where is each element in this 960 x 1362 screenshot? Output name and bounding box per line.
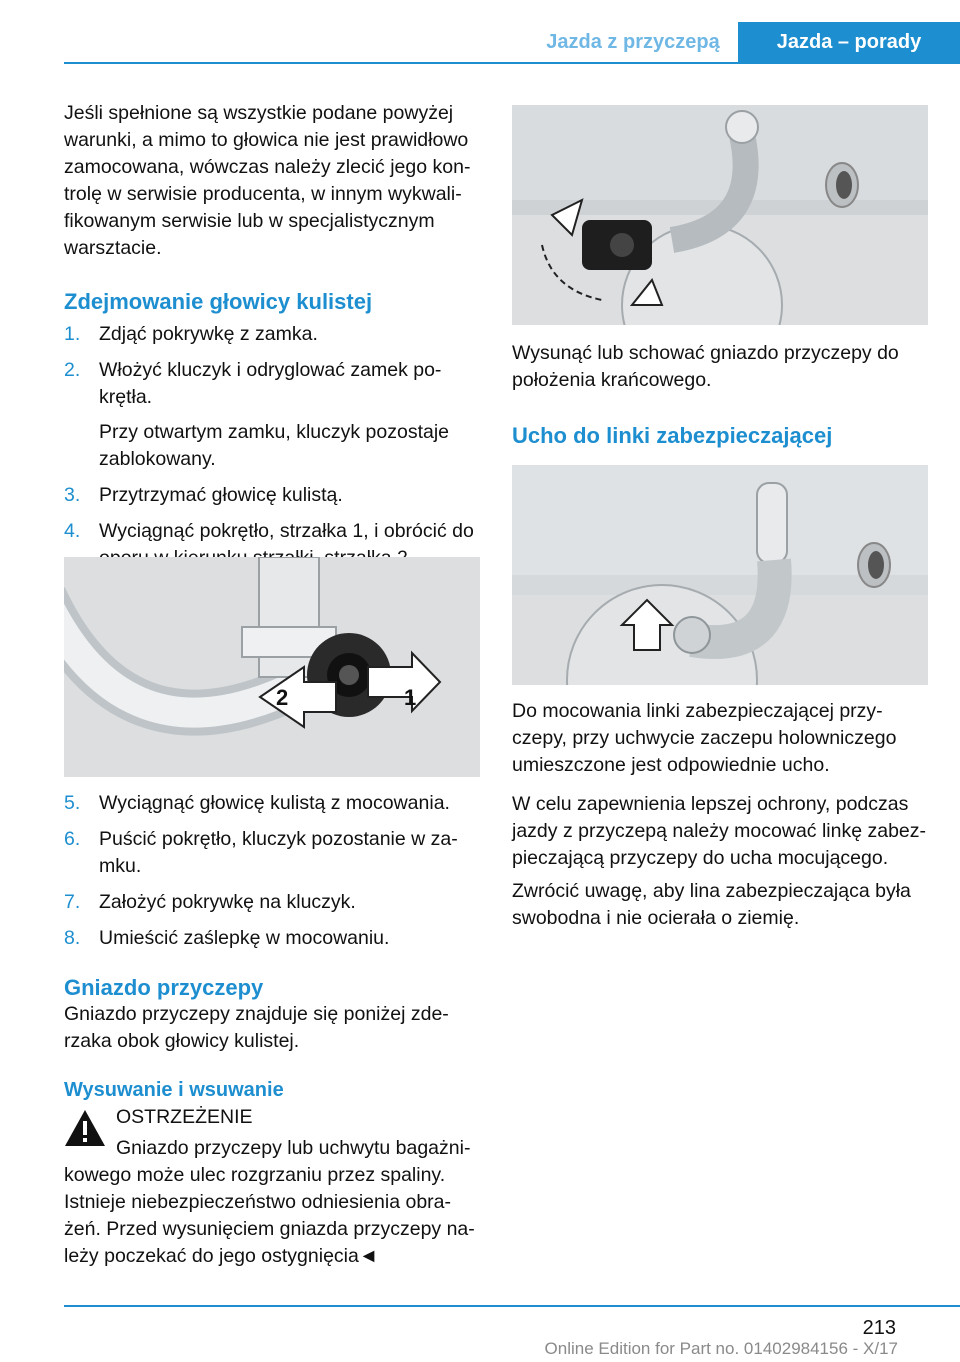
heading-remove-ball-head: Zdejmowanie głowicy kulistej bbox=[64, 289, 373, 314]
warning-icon bbox=[64, 1108, 106, 1148]
knob-illustration bbox=[64, 557, 480, 777]
header-tab-section[interactable]: Jazda z przyczepą bbox=[546, 31, 720, 53]
knob-drawing bbox=[64, 557, 480, 777]
heading-slide: Wysuwanie i wsuwanie bbox=[64, 1079, 284, 1101]
left-column-top bbox=[64, 100, 484, 581]
page-header bbox=[0, 22, 960, 64]
right-column-top bbox=[512, 340, 932, 449]
heading-trailer-socket: Gniazdo przyczepy bbox=[64, 975, 264, 1000]
eye-paragraph-2: W celu zapewnienia lepszej ochrony, podczas jazdy z przyczepą należy mocować linkę zabez‐ pieczającą przyczepy do ucha mocującego. bbox=[512, 793, 927, 869]
socket-caption: Wysunąć lub schować gniazdo przyczepy do położenia krańcowego. bbox=[512, 342, 899, 391]
list-item: 6. Puścić pokrętło, kluczyk pozostanie w za‐ mku. bbox=[64, 828, 458, 877]
online-edition-note: Online Edition for Part no. 01402984156 - X/17 bbox=[544, 1339, 898, 1358]
right-column-bottom bbox=[512, 698, 932, 932]
warning-text: kowego może ulec rozgrzaniu przez spaliny. Istnieje niebezpieczeństwo odniesienia obra‐ żeń. Przed wysunięciem gniazda przyczepy na‐ leży poczekać do jego ostygnięcia◄ bbox=[64, 1164, 475, 1267]
eye-paragraph-3: Zwrócić uwagę, aby lina zabezpieczająca była swobodna i nie ocierała o ziemię. bbox=[512, 880, 911, 929]
socket-paragraph: Gniazdo przyczepy znajduje się poniżej zde‐ rzaka obok głowicy kulistej. bbox=[64, 1003, 449, 1052]
safety-eye-illustration bbox=[512, 465, 928, 685]
figure-label-2: 2 bbox=[276, 685, 289, 710]
list-item: 5. Wyciągnąć głowicę kulistą z mocowania. bbox=[64, 792, 450, 814]
intro-paragraph: Jeśli spełnione są wszystkie podane powyżej warunki, a mimo to głowica nie jest prawidłowo zamocowana, wówczas należy zlecić jego kon‐ trolę w serwisie producenta, w innym wykwali‐ fikowanym serwisie lub w specjalistycznym warsztacie. bbox=[64, 102, 471, 259]
figure-label-1: 1 bbox=[404, 685, 417, 710]
trailer-socket-illustration bbox=[512, 105, 928, 325]
heading-safety-eye: Ucho do linki zabezpieczającej bbox=[512, 423, 833, 448]
header-rule bbox=[64, 62, 960, 64]
steps-list-a bbox=[64, 321, 484, 572]
list-item: 2. Włożyć kluczyk i odryglować zamek po‐ krętła. Przy otwartym zamku, kluczyk pozostaje zablokowany. bbox=[64, 359, 450, 470]
list-item: 4. Wyciągnąć pokrętło, strzałka 1, i obrócić do bbox=[64, 520, 474, 542]
steps-list-b bbox=[64, 790, 484, 952]
page-number: 213 bbox=[862, 1317, 896, 1339]
left-column-mid bbox=[64, 790, 484, 1104]
warning-body bbox=[64, 1162, 484, 1270]
footer-rule bbox=[64, 1305, 960, 1307]
warning-first-line: Gniazdo przyczepy lub uchwytu bagażni‐ bbox=[116, 1137, 471, 1159]
warning-title-block bbox=[116, 1104, 486, 1162]
warning-title: OSTRZEŻENIE bbox=[116, 1106, 253, 1128]
header-tab-chapter[interactable]: Jazda – porady bbox=[738, 22, 960, 64]
list-item: 7. Założyć pokrywkę na kluczyk. bbox=[64, 891, 356, 913]
list-item: 3. Przytrzymać głowicę kulistą. bbox=[64, 484, 343, 506]
list-item: 1. Zdjąć pokrywkę z zamka. bbox=[64, 323, 318, 345]
socket-drawing bbox=[512, 105, 928, 325]
list-item: 8. Umieścić zaślepkę w mocowaniu. bbox=[64, 927, 390, 949]
eye-drawing bbox=[512, 465, 928, 685]
eye-paragraph-1: Do mocowania linki zabezpieczającej przy‐ czepy, przy uchwycie zaczepu holowniczego umieszczone jest odpowiednie ucho. bbox=[512, 700, 897, 776]
